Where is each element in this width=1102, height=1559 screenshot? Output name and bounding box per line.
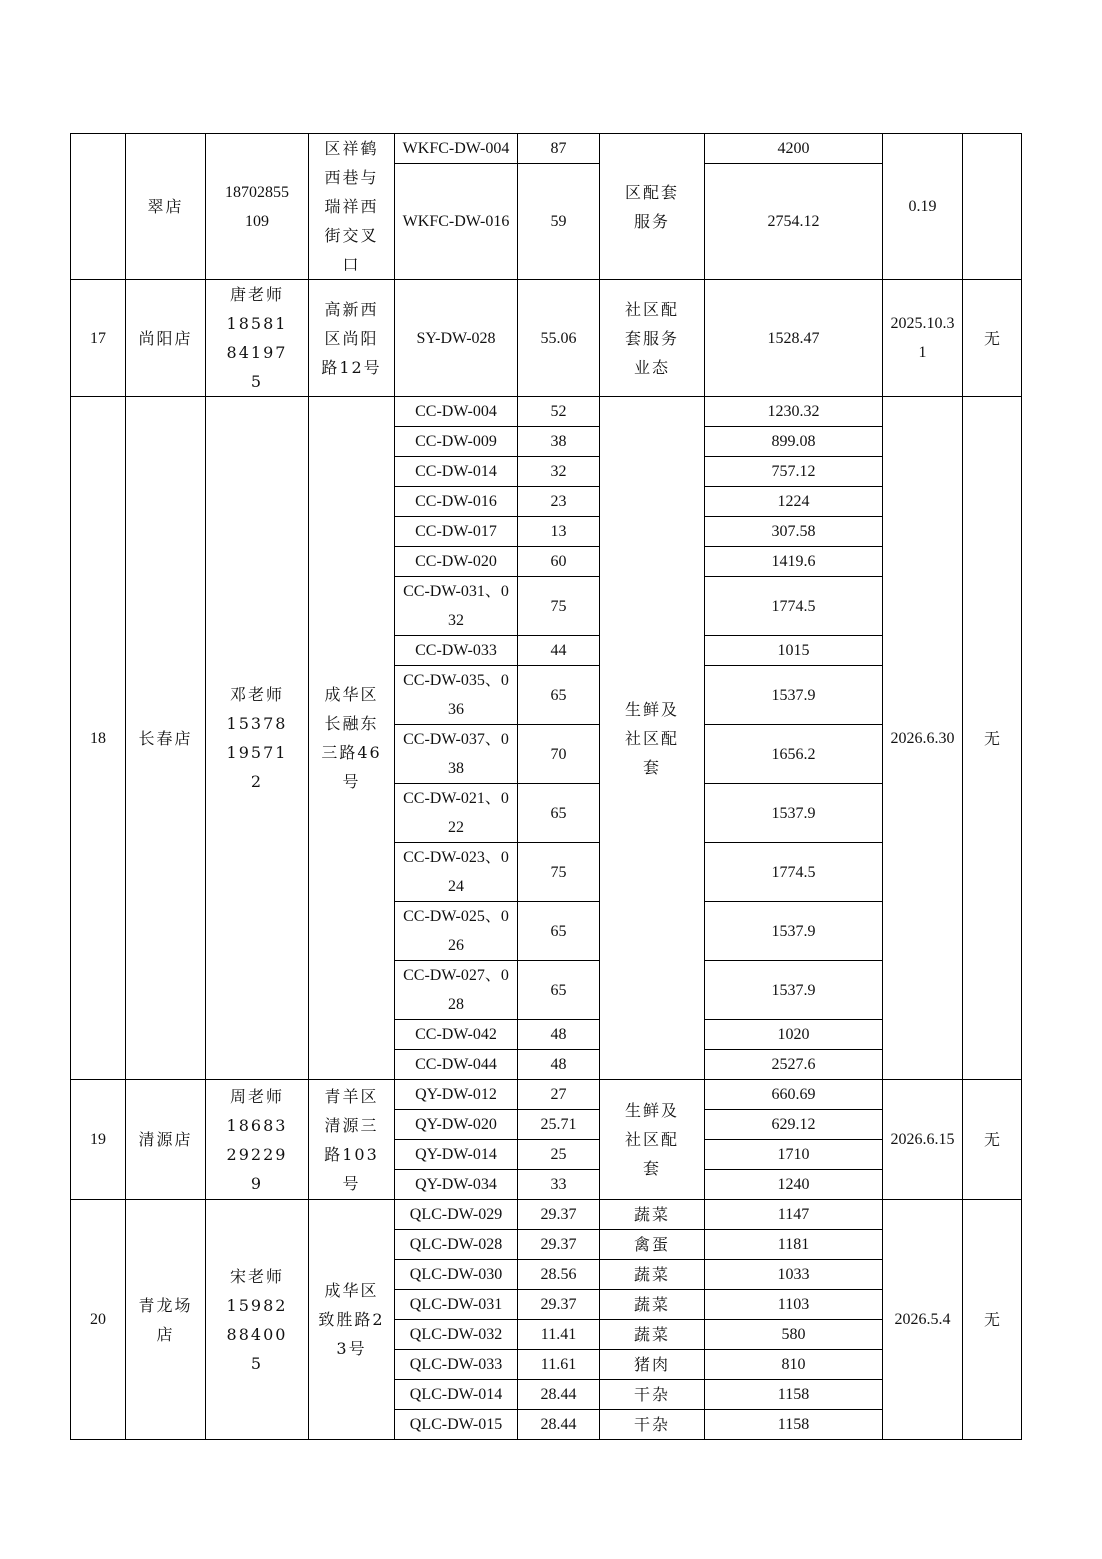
table-row	[71, 1200, 1022, 1230]
unit-code-text: CC-DW-017	[415, 523, 497, 540]
unit-rent: 1774.5	[705, 843, 883, 902]
unit-rent: 757.12	[705, 457, 883, 487]
unit-rent: 1224	[705, 487, 883, 517]
unit-code	[395, 725, 518, 784]
business-use: 干杂	[600, 1380, 705, 1410]
shop-name: 尚阳店	[126, 280, 206, 397]
lease-end-date	[883, 1200, 963, 1440]
unit-rent: 2754.12	[705, 164, 883, 280]
lease-end-date	[883, 280, 963, 397]
unit-code-text: QLC-DW-015	[409, 1416, 503, 1433]
address	[309, 1200, 395, 1440]
table-row	[71, 134, 1022, 164]
business-use-text: 社区配套服务业态	[624, 299, 679, 377]
unit-rent: 1537.9	[705, 784, 883, 843]
unit-code	[395, 517, 518, 547]
unit-code	[395, 1170, 518, 1200]
unit-code	[395, 427, 518, 457]
unit-code	[395, 577, 518, 636]
shop-name-text: 长春店	[138, 728, 193, 748]
table-body	[71, 134, 1022, 1440]
row-number: 18	[71, 397, 126, 1080]
unit-rent: 580	[705, 1320, 883, 1350]
unit-code	[395, 843, 518, 902]
business-use	[600, 397, 705, 1080]
unit-rent: 1537.9	[705, 961, 883, 1020]
address	[309, 280, 395, 397]
unit-rent: 1537.9	[705, 902, 883, 961]
address	[309, 134, 395, 280]
unit-code	[395, 902, 518, 961]
unit-code-text: CC-DW-031、032	[403, 583, 509, 629]
unit-area: 13	[518, 517, 600, 547]
unit-code	[395, 784, 518, 843]
lease-end-date	[883, 1080, 963, 1200]
unit-area: 33	[518, 1170, 600, 1200]
business-use-text: 生鲜及社区配套	[624, 1101, 679, 1178]
contact-text: 18702855109	[225, 183, 289, 230]
unit-code-text: QY-DW-014	[415, 1146, 497, 1163]
unit-rent: 1181	[705, 1230, 883, 1260]
unit-code-text: CC-DW-042	[415, 1026, 497, 1043]
unit-rent: 810	[705, 1350, 883, 1380]
unit-rent: 4200	[705, 134, 883, 164]
shop-name	[126, 1080, 206, 1200]
unit-rent: 1020	[705, 1020, 883, 1050]
remark: 无	[963, 280, 1022, 397]
unit-rent: 1103	[705, 1290, 883, 1320]
unit-code-text: QY-DW-020	[415, 1116, 497, 1133]
unit-code	[395, 1080, 518, 1110]
row-number: 17	[71, 280, 126, 397]
unit-area: 32	[518, 457, 600, 487]
address-text: 青羊区清源三路103号	[324, 1086, 379, 1193]
business-use-text: 区配套服务	[624, 182, 679, 231]
unit-code	[395, 1260, 518, 1290]
unit-area: 11.61	[518, 1350, 600, 1380]
unit-area: 25	[518, 1140, 600, 1170]
unit-area: 87	[518, 134, 600, 164]
unit-code-text: CC-DW-035、036	[403, 672, 509, 718]
unit-code-text: QY-DW-012	[415, 1086, 497, 1103]
unit-area: 55.06	[518, 280, 600, 397]
address-text: 成华区致胜路23号	[318, 1281, 385, 1358]
shop-name: 翠店	[126, 134, 206, 280]
unit-rent: 1528.47	[705, 280, 883, 397]
row-number: 19	[71, 1080, 126, 1200]
business-use-text: 生鲜及社区配套	[624, 699, 679, 777]
contact-text: 周老师18683292299	[226, 1086, 288, 1193]
lease-end-date-text: 2026.6.15	[890, 1131, 955, 1148]
unit-rent: 899.08	[705, 427, 883, 457]
remark: 无	[963, 1080, 1022, 1200]
unit-code-text: CC-DW-009	[415, 433, 497, 450]
unit-area: 29.37	[518, 1290, 600, 1320]
unit-code	[395, 397, 518, 427]
unit-rent: 1537.9	[705, 666, 883, 725]
unit-rent: 1656.2	[705, 725, 883, 784]
table-row	[71, 1080, 1022, 1110]
unit-area: 60	[518, 547, 600, 577]
shop-name-text: 青龙场店	[138, 1295, 193, 1344]
unit-area: 48	[518, 1050, 600, 1080]
address-text: 区祥鹤西巷与瑞祥西街交叉口	[324, 139, 379, 274]
unit-code	[395, 1230, 518, 1260]
unit-rent: 1774.5	[705, 577, 883, 636]
unit-code	[395, 1320, 518, 1350]
unit-code	[395, 1200, 518, 1230]
unit-code-text: QLC-DW-030	[409, 1266, 503, 1283]
unit-area: 59	[518, 164, 600, 280]
table-row	[71, 280, 1022, 397]
remark	[963, 134, 1022, 280]
remark: 无	[963, 1200, 1022, 1440]
unit-code-text: CC-DW-021、022	[403, 790, 509, 836]
unit-code-text: QLC-DW-031	[409, 1296, 503, 1313]
unit-rent: 1419.6	[705, 547, 883, 577]
remark: 无	[963, 397, 1022, 1080]
unit-area: 44	[518, 636, 600, 666]
unit-code	[395, 487, 518, 517]
unit-area: 28.44	[518, 1380, 600, 1410]
unit-area: 75	[518, 843, 600, 902]
unit-code: WKFC-DW-004	[395, 134, 518, 164]
unit-code-text: QLC-DW-032	[409, 1326, 503, 1343]
lease-end-date-text: 2025.10.31	[890, 315, 955, 361]
unit-code-text: CC-DW-014	[415, 463, 497, 480]
unit-rent: 2527.6	[705, 1050, 883, 1080]
contact-text: 邓老师15378195712	[226, 685, 288, 791]
unit-code	[395, 1020, 518, 1050]
unit-rent: 1240	[705, 1170, 883, 1200]
unit-code	[395, 666, 518, 725]
address-text: 成华区长融东三路46号	[321, 685, 382, 791]
unit-area: 29.37	[518, 1200, 600, 1230]
lease-end-date-text: 2026.6.30	[890, 729, 955, 747]
contact	[206, 280, 309, 397]
unit-code	[395, 1110, 518, 1140]
contact-text: 唐老师18581841975	[226, 285, 288, 391]
unit-code-text: CC-DW-004	[415, 403, 497, 420]
unit-code-text: CC-DW-027、028	[403, 967, 509, 1013]
unit-area: 70	[518, 725, 600, 784]
contact	[206, 397, 309, 1080]
unit-code-text: QLC-DW-029	[409, 1206, 503, 1223]
unit-area: 75	[518, 577, 600, 636]
address	[309, 397, 395, 1080]
unit-code	[395, 1410, 518, 1440]
unit-area: 65	[518, 784, 600, 843]
unit-area: 25.71	[518, 1110, 600, 1140]
unit-code: SY-DW-028	[395, 280, 518, 397]
business-use	[600, 134, 705, 280]
unit-code	[395, 961, 518, 1020]
unit-code-text: CC-DW-020	[415, 553, 497, 570]
unit-area: 11.41	[518, 1320, 600, 1350]
unit-code-text: CC-DW-037、038	[403, 731, 509, 777]
unit-code-text: CC-DW-033	[415, 642, 497, 659]
row-number	[71, 134, 126, 280]
shop-name	[126, 1200, 206, 1440]
unit-area: 28.56	[518, 1260, 600, 1290]
unit-area: 65	[518, 961, 600, 1020]
business-use	[600, 1080, 705, 1200]
business-use: 猪肉	[600, 1350, 705, 1380]
unit-rent: 660.69	[705, 1080, 883, 1110]
unit-code-text: CC-DW-023、024	[403, 849, 509, 895]
unit-area: 28.44	[518, 1410, 600, 1440]
unit-rent: 629.12	[705, 1110, 883, 1140]
business-use: 蔬菜	[600, 1200, 705, 1230]
table-row	[71, 397, 1022, 427]
address	[309, 1080, 395, 1200]
unit-code-text: CC-DW-044	[415, 1056, 497, 1073]
unit-area: 27	[518, 1080, 600, 1110]
business-use	[600, 280, 705, 397]
business-use: 蔬菜	[600, 1260, 705, 1290]
unit-rent: 1015	[705, 636, 883, 666]
business-use: 蔬菜	[600, 1290, 705, 1320]
unit-code-text: QY-DW-034	[415, 1176, 497, 1193]
unit-code	[395, 457, 518, 487]
unit-code	[395, 1380, 518, 1410]
unit-rent: 1710	[705, 1140, 883, 1170]
business-use: 蔬菜	[600, 1320, 705, 1350]
contact	[206, 134, 309, 280]
unit-rent: 1147	[705, 1200, 883, 1230]
unit-code-text: QLC-DW-028	[409, 1236, 503, 1253]
contact-text: 宋老师15982884005	[226, 1266, 288, 1373]
unit-code-text: QLC-DW-033	[409, 1356, 503, 1373]
lease-end-date-text: 2026.5.4	[894, 1311, 951, 1328]
unit-area: 65	[518, 666, 600, 725]
unit-code	[395, 547, 518, 577]
shop-name-text: 清源店	[138, 1130, 193, 1149]
unit-area: 29.37	[518, 1230, 600, 1260]
unit-code	[395, 1140, 518, 1170]
unit-area: 65	[518, 902, 600, 961]
unit-code	[395, 1350, 518, 1380]
unit-code	[395, 1290, 518, 1320]
unit-code-text: QLC-DW-014	[409, 1386, 503, 1403]
lease-end-date	[883, 397, 963, 1080]
shop-lease-table	[70, 133, 1022, 1440]
lease-end-date: 0.19	[883, 134, 963, 280]
unit-rent: 307.58	[705, 517, 883, 547]
unit-area: 38	[518, 427, 600, 457]
unit-rent: 1033	[705, 1260, 883, 1290]
unit-rent: 1158	[705, 1410, 883, 1440]
unit-area: 48	[518, 1020, 600, 1050]
unit-code-text: CC-DW-025、026	[403, 908, 509, 954]
unit-code	[395, 1050, 518, 1080]
unit-rent: 1158	[705, 1380, 883, 1410]
unit-code-text: CC-DW-016	[415, 493, 497, 510]
contact	[206, 1200, 309, 1440]
shop-name	[126, 397, 206, 1080]
business-use: 禽蛋	[600, 1230, 705, 1260]
unit-area: 23	[518, 487, 600, 517]
row-number: 20	[71, 1200, 126, 1440]
address-text: 高新西区尚阳路12号	[321, 299, 382, 377]
unit-code: WKFC-DW-016	[395, 164, 518, 280]
unit-area: 52	[518, 397, 600, 427]
unit-code	[395, 636, 518, 666]
business-use: 干杂	[600, 1410, 705, 1440]
unit-rent: 1230.32	[705, 397, 883, 427]
contact	[206, 1080, 309, 1200]
